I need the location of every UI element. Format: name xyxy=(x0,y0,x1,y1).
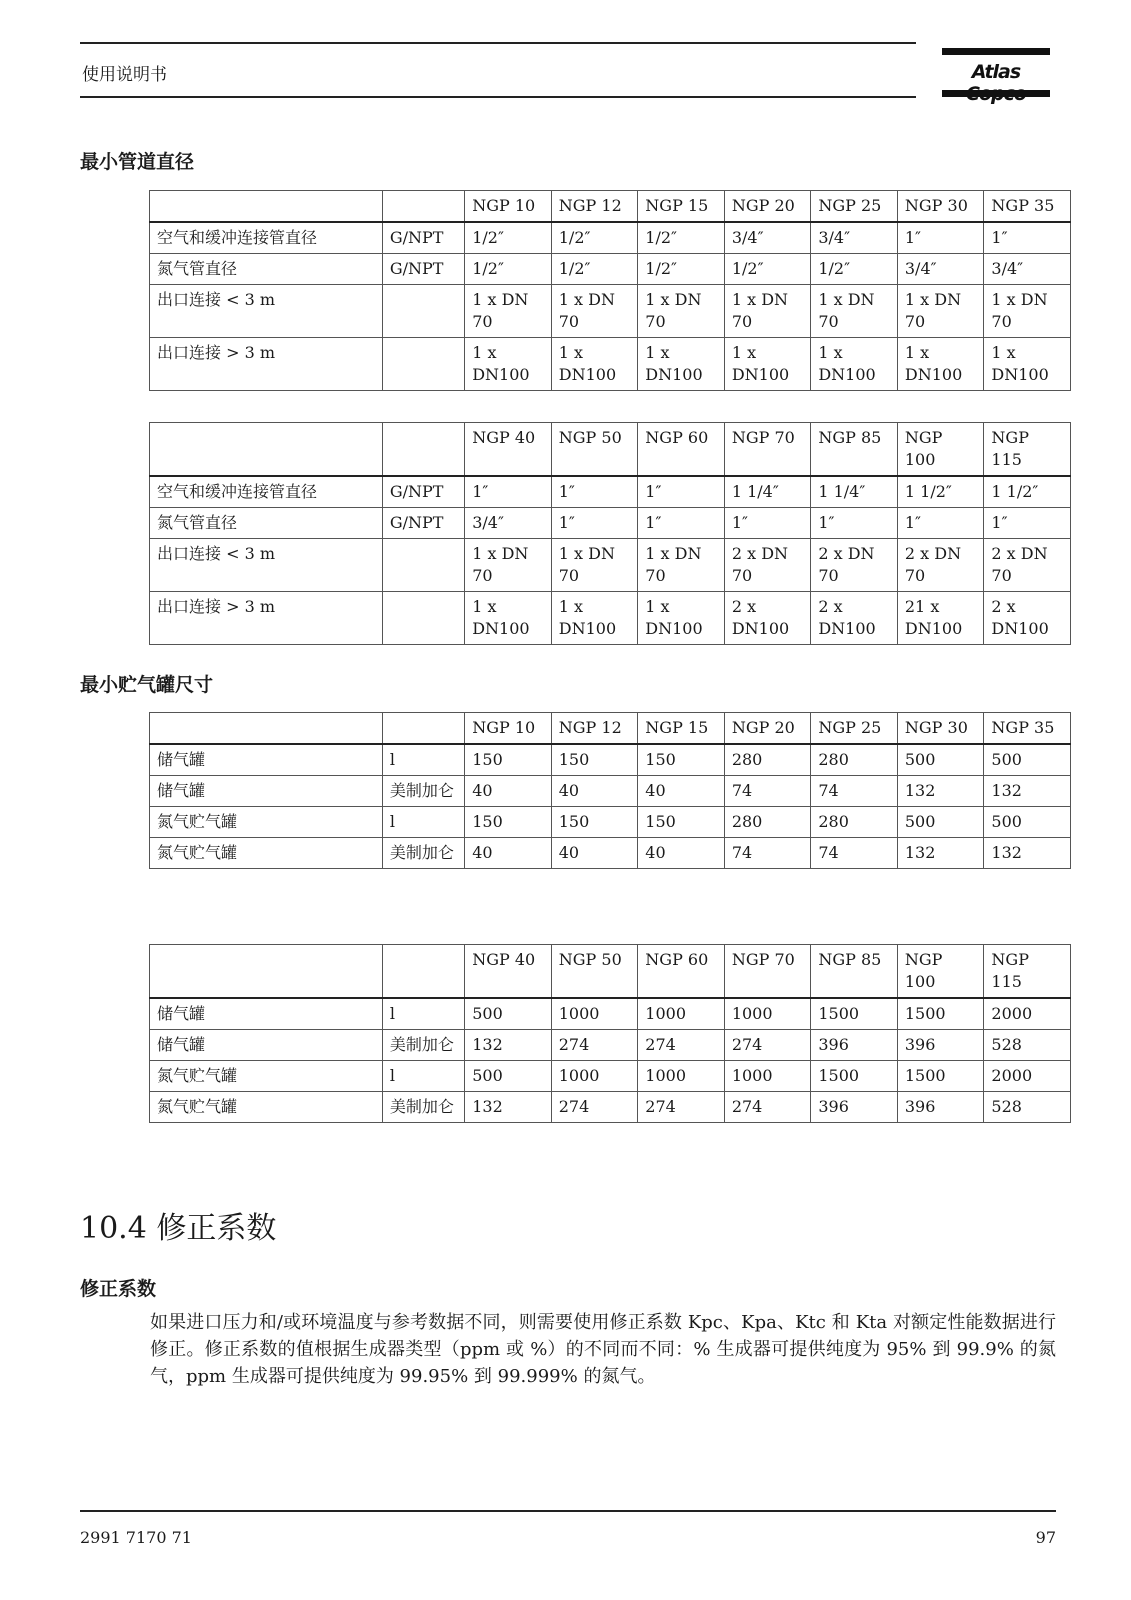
model-header-cell: NGP 15 xyxy=(638,191,725,223)
value-cell: 1/2″ xyxy=(551,222,638,254)
value-cell: 1000 xyxy=(638,998,725,1030)
model-header-cell: NGP 30 xyxy=(897,713,984,745)
value-cell: 274 xyxy=(724,1030,811,1061)
chapter-heading: 10.4 修正系数 xyxy=(80,1211,277,1246)
unit-cell: l xyxy=(382,807,464,838)
value-cell: 1000 xyxy=(551,998,638,1030)
value-cell: 132 xyxy=(897,776,984,807)
row-label-cell: 空气和缓冲连接管直径 xyxy=(150,476,383,508)
value-cell: 3/4″ xyxy=(984,254,1071,285)
value-cell: 1 x DN100 xyxy=(551,592,638,645)
value-cell: 1″ xyxy=(984,222,1071,254)
value-cell: 280 xyxy=(724,807,811,838)
pipe-diameter-table-2 xyxy=(149,422,1071,645)
page-number: 97 xyxy=(1035,1528,1056,1547)
value-cell: 1000 xyxy=(638,1061,725,1092)
value-cell: 396 xyxy=(897,1092,984,1123)
value-cell: 3/4″ xyxy=(724,222,811,254)
value-cell: 1 x DN 70 xyxy=(551,539,638,592)
table-header-row xyxy=(150,191,1071,223)
value-cell: 2 x DN100 xyxy=(724,592,811,645)
value-cell: 1 x DN100 xyxy=(811,338,898,391)
unit-cell: G/NPT xyxy=(382,508,464,539)
value-cell: 1 x DN 70 xyxy=(638,285,725,338)
value-cell: 280 xyxy=(811,744,898,776)
value-cell: 1″ xyxy=(984,508,1071,539)
model-header-cell: NGP 20 xyxy=(724,191,811,223)
model-header-cell: NGP 50 xyxy=(551,945,638,999)
header-empty-cell xyxy=(150,945,383,999)
value-cell: 132 xyxy=(897,838,984,869)
value-cell: 280 xyxy=(724,744,811,776)
table-row xyxy=(150,1092,1071,1123)
row-label-cell: 空气和缓冲连接管直径 xyxy=(150,222,383,254)
value-cell: 40 xyxy=(465,776,552,807)
value-cell: 74 xyxy=(811,776,898,807)
value-cell: 1/2″ xyxy=(638,254,725,285)
table-row xyxy=(150,1030,1071,1061)
value-cell: 1500 xyxy=(897,1061,984,1092)
unit-cell: l xyxy=(382,998,464,1030)
value-cell: 500 xyxy=(984,744,1071,776)
model-header-cell: NGP 115 xyxy=(984,945,1071,999)
model-header-cell: NGP 70 xyxy=(724,945,811,999)
model-header-cell: NGP 35 xyxy=(984,713,1071,745)
value-cell: 274 xyxy=(724,1092,811,1123)
row-label-cell: 氮气管直径 xyxy=(150,508,383,539)
value-cell: 2 x DN 70 xyxy=(897,539,984,592)
value-cell: 40 xyxy=(551,776,638,807)
row-label-cell: 氮气管直径 xyxy=(150,254,383,285)
unit-cell: 美制加仑 xyxy=(382,1092,464,1123)
manual-title: 使用说明书 xyxy=(82,65,167,85)
unit-cell: G/NPT xyxy=(382,254,464,285)
unit-cell xyxy=(382,338,464,391)
unit-cell: l xyxy=(382,744,464,776)
value-cell: 1 x DN100 xyxy=(551,338,638,391)
model-header-cell: NGP 50 xyxy=(551,423,638,477)
value-cell: 274 xyxy=(638,1030,725,1061)
value-cell: 1 x DN 70 xyxy=(465,285,552,338)
row-label-cell: 氮气贮气罐 xyxy=(150,1061,383,1092)
value-cell: 74 xyxy=(811,838,898,869)
value-cell: 40 xyxy=(638,776,725,807)
value-cell: 150 xyxy=(638,807,725,838)
header-empty-cell xyxy=(150,713,383,745)
value-cell: 40 xyxy=(638,838,725,869)
value-cell: 1 1/4″ xyxy=(811,476,898,508)
value-cell: 2 x DN 70 xyxy=(984,539,1071,592)
header-top-rule xyxy=(80,42,916,44)
receiver-size-table-2 xyxy=(149,944,1071,1123)
table-header-row xyxy=(150,423,1071,477)
value-cell: 1/2″ xyxy=(465,254,552,285)
value-cell: 150 xyxy=(465,807,552,838)
unit-cell xyxy=(382,539,464,592)
value-cell: 500 xyxy=(984,807,1071,838)
row-label-cell: 储气罐 xyxy=(150,1030,383,1061)
unit-cell: 美制加仑 xyxy=(382,838,464,869)
correction-factors-subheading: 修正系数 xyxy=(80,1278,157,1300)
value-cell: 1″ xyxy=(897,508,984,539)
row-label-cell: 出口连接 > 3 m xyxy=(150,338,383,391)
table-row xyxy=(150,838,1071,869)
model-header-cell: NGP 15 xyxy=(638,713,725,745)
table-row xyxy=(150,592,1071,645)
model-header-cell: NGP 25 xyxy=(811,191,898,223)
value-cell: 2 x DN100 xyxy=(984,592,1071,645)
value-cell: 1 x DN100 xyxy=(724,338,811,391)
header-empty-cell xyxy=(150,191,383,223)
pipe-diameter-heading: 最小管道直径 xyxy=(80,151,195,173)
document-number: 2991 7170 71 xyxy=(80,1528,192,1547)
value-cell: 1 x DN100 xyxy=(465,592,552,645)
model-header-cell: NGP 70 xyxy=(724,423,811,477)
value-cell: 1/2″ xyxy=(551,254,638,285)
table-row xyxy=(150,1061,1071,1092)
receiver-size-heading: 最小贮气罐尺寸 xyxy=(80,674,214,696)
unit-cell: G/NPT xyxy=(382,222,464,254)
model-header-cell: NGP 30 xyxy=(897,191,984,223)
header-empty-cell xyxy=(150,423,383,477)
value-cell: 21 x DN100 xyxy=(897,592,984,645)
unit-cell: G/NPT xyxy=(382,476,464,508)
row-label-cell: 氮气贮气罐 xyxy=(150,807,383,838)
value-cell: 1/2″ xyxy=(465,222,552,254)
value-cell: 132 xyxy=(465,1030,552,1061)
value-cell: 500 xyxy=(465,1061,552,1092)
value-cell: 1 x DN100 xyxy=(897,338,984,391)
value-cell: 1″ xyxy=(724,508,811,539)
value-cell: 3/4″ xyxy=(811,222,898,254)
table-row xyxy=(150,744,1071,776)
value-cell: 2 x DN 70 xyxy=(811,539,898,592)
model-header-cell: NGP 60 xyxy=(638,423,725,477)
value-cell: 396 xyxy=(811,1092,898,1123)
table-row xyxy=(150,338,1071,391)
value-cell: 1″ xyxy=(811,508,898,539)
value-cell: 1000 xyxy=(724,998,811,1030)
value-cell: 74 xyxy=(724,776,811,807)
unit-cell xyxy=(382,592,464,645)
value-cell: 280 xyxy=(811,807,898,838)
value-cell: 2000 xyxy=(984,998,1071,1030)
model-header-cell: NGP 10 xyxy=(465,191,552,223)
value-cell: 1 x DN 70 xyxy=(724,285,811,338)
model-header-cell: NGP 85 xyxy=(811,945,898,999)
model-header-cell: NGP 10 xyxy=(465,713,552,745)
table-row xyxy=(150,285,1071,338)
value-cell: 1″ xyxy=(551,476,638,508)
value-cell: 528 xyxy=(984,1030,1071,1061)
value-cell: 2 x DN 70 xyxy=(724,539,811,592)
value-cell: 274 xyxy=(638,1092,725,1123)
value-cell: 1″ xyxy=(638,476,725,508)
value-cell: 1″ xyxy=(638,508,725,539)
header-empty-cell xyxy=(382,713,464,745)
value-cell: 2000 xyxy=(984,1061,1071,1092)
model-header-cell: NGP 115 xyxy=(984,423,1071,477)
value-cell: 1″ xyxy=(551,508,638,539)
row-label-cell: 出口连接 < 3 m xyxy=(150,539,383,592)
header-empty-cell xyxy=(382,191,464,223)
model-header-cell: NGP 40 xyxy=(465,945,552,999)
row-label-cell: 出口连接 < 3 m xyxy=(150,285,383,338)
table-header-row xyxy=(150,713,1071,745)
model-header-cell: NGP 40 xyxy=(465,423,552,477)
value-cell: 74 xyxy=(724,838,811,869)
value-cell: 500 xyxy=(897,807,984,838)
value-cell: 1″ xyxy=(465,476,552,508)
value-cell: 1″ xyxy=(897,222,984,254)
value-cell: 1 1/2″ xyxy=(897,476,984,508)
value-cell: 3/4″ xyxy=(465,508,552,539)
value-cell: 150 xyxy=(465,744,552,776)
table-row xyxy=(150,254,1071,285)
pipe-diameter-table-1 xyxy=(149,190,1071,391)
row-label-cell: 储气罐 xyxy=(150,998,383,1030)
value-cell: 1 x DN100 xyxy=(638,592,725,645)
value-cell: 1 x DN 70 xyxy=(465,539,552,592)
value-cell: 132 xyxy=(984,776,1071,807)
table-row xyxy=(150,998,1071,1030)
value-cell: 1 x DN100 xyxy=(638,338,725,391)
table-row xyxy=(150,222,1071,254)
value-cell: 528 xyxy=(984,1092,1071,1123)
table-row xyxy=(150,476,1071,508)
table-row xyxy=(150,807,1071,838)
value-cell: 396 xyxy=(811,1030,898,1061)
table-row xyxy=(150,539,1071,592)
header-empty-cell xyxy=(382,423,464,477)
model-header-cell: NGP 100 xyxy=(897,423,984,477)
model-header-cell: NGP 100 xyxy=(897,945,984,999)
value-cell: 2 x DN100 xyxy=(811,592,898,645)
value-cell: 274 xyxy=(551,1030,638,1061)
model-header-cell: NGP 60 xyxy=(638,945,725,999)
value-cell: 150 xyxy=(551,744,638,776)
value-cell: 1000 xyxy=(724,1061,811,1092)
row-label-cell: 出口连接 > 3 m xyxy=(150,592,383,645)
value-cell: 132 xyxy=(465,1092,552,1123)
model-header-cell: NGP 35 xyxy=(984,191,1071,223)
atlas-copco-logo xyxy=(942,48,1050,100)
value-cell: 1500 xyxy=(811,1061,898,1092)
correction-factors-paragraph: 如果进口压力和/或环境温度与参考数据不同，则需要使用修正系数 Kpc、Kpa、Ktc 和 Kta 对额定性能数据进行修正。修正系数的值根据生成器类型（ppm 或 %）的不同而不同：% 生成器可提供纯度为 95% 到 99.9% 的氮气，ppm 生成器可提供纯度为 99.95% 到 99.999% 的氮气。 xyxy=(150,1312,1056,1387)
table-header-row xyxy=(150,945,1071,999)
value-cell: 1 1/2″ xyxy=(984,476,1071,508)
receiver-size-table-1 xyxy=(149,712,1071,869)
value-cell: 1500 xyxy=(811,998,898,1030)
table-row xyxy=(150,776,1071,807)
unit-cell: l xyxy=(382,1061,464,1092)
value-cell: 150 xyxy=(638,744,725,776)
value-cell: 1 x DN 70 xyxy=(638,539,725,592)
footer-rule xyxy=(80,1510,1056,1512)
row-label-cell: 氮气贮气罐 xyxy=(150,1092,383,1123)
value-cell: 274 xyxy=(551,1092,638,1123)
row-label-cell: 储气罐 xyxy=(150,744,383,776)
value-cell: 1 x DN 70 xyxy=(551,285,638,338)
value-cell: 1 x DN 70 xyxy=(897,285,984,338)
value-cell: 132 xyxy=(984,838,1071,869)
value-cell: 1 x DN 70 xyxy=(984,285,1071,338)
model-header-cell: NGP 12 xyxy=(551,191,638,223)
header-empty-cell xyxy=(382,945,464,999)
model-header-cell: NGP 20 xyxy=(724,713,811,745)
value-cell: 1 x DN100 xyxy=(984,338,1071,391)
value-cell: 500 xyxy=(897,744,984,776)
value-cell: 1/2″ xyxy=(811,254,898,285)
table-row xyxy=(150,508,1071,539)
unit-cell: 美制加仑 xyxy=(382,1030,464,1061)
header-bottom-rule xyxy=(80,96,916,98)
value-cell: 1/2″ xyxy=(724,254,811,285)
brand-name: Atlas xyxy=(971,61,1021,83)
row-label-cell: 储气罐 xyxy=(150,776,383,807)
value-cell: 1 x DN 70 xyxy=(811,285,898,338)
model-header-cell: NGP 85 xyxy=(811,423,898,477)
model-header-cell: NGP 25 xyxy=(811,713,898,745)
value-cell: 1000 xyxy=(551,1061,638,1092)
value-cell: 1500 xyxy=(897,998,984,1030)
value-cell: 500 xyxy=(465,998,552,1030)
value-cell: 1 x DN100 xyxy=(465,338,552,391)
value-cell: 1/2″ xyxy=(638,222,725,254)
value-cell: 396 xyxy=(897,1030,984,1061)
row-label-cell: 氮气贮气罐 xyxy=(150,838,383,869)
value-cell: 40 xyxy=(551,838,638,869)
value-cell: 40 xyxy=(465,838,552,869)
model-header-cell: NGP 12 xyxy=(551,713,638,745)
value-cell: 150 xyxy=(551,807,638,838)
unit-cell: 美制加仑 xyxy=(382,776,464,807)
value-cell: 3/4″ xyxy=(897,254,984,285)
value-cell: 1 1/4″ xyxy=(724,476,811,508)
unit-cell xyxy=(382,285,464,338)
